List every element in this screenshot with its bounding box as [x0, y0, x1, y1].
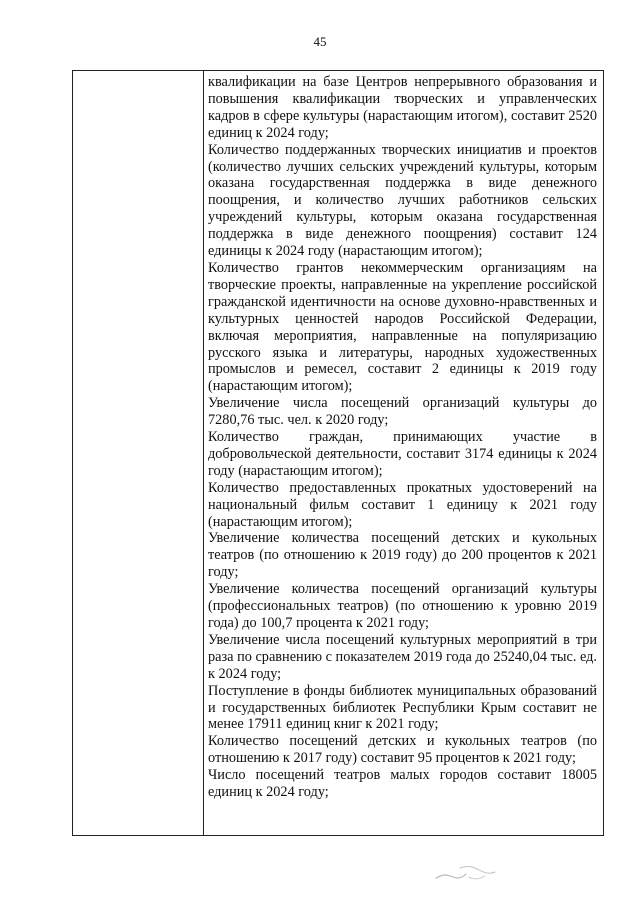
paragraph-12: Число посещений театров малых городов составит 18005 единиц к 2024 году; — [208, 767, 597, 801]
paragraph-10: Поступление в фонды библиотек муниципальных образований и государственных библиотек Республики Крым составит не менее 17911 единиц книг к 2021 году; — [208, 682, 597, 733]
paragraph-3: Количество грантов некоммерческим организациям на творческие проекты, направленные на укрепление российской гражданской идентичности на основе духовно-нравственных и культурных ценностей народов Российской Федерации, включая мероприятия, направленные на популяризацию русского языка и литературы, народных художественных промыслов и ремесел, составит 2 единицы к 2019 году (нарастающим итогом); — [208, 259, 597, 395]
page-number: 45 — [313, 34, 327, 49]
table-right-cell — [204, 71, 603, 835]
paragraph-11: Количество посещений детских и кукольных театров (по отношению к 2017 году) составит 95 процентов к 2021 году; — [208, 733, 597, 767]
paragraph-4: Увеличение числа посещений организаций культуры до 7280,76 тыс. чел. к 2020 году; — [208, 395, 597, 429]
paragraph-9: Увеличение числа посещений культурных мероприятий в три раза по сравнению с показателем 2019 года до 25240,04 тыс. ед. к 2024 году; — [208, 631, 597, 682]
document-table — [72, 70, 604, 836]
paragraph-6: Количество предоставленных прокатных удостоверений на национальный фильм составит 1 единицу к 2021 году (нарастающим итогом); — [208, 479, 597, 530]
paragraph-2: Количество поддержанных творческих инициатив и проектов (количество лучших сельских учреждений культуры, которым оказана государственная поддержка в виде денежного поощрения, и количество лучших работников сельских учреждений культуры, которым оказана государственная поддержка в виде денежного поощрения) составит 124 единицы к 2024 году (нарастающим итогом); — [208, 141, 597, 260]
paragraph-5: Количество граждан, принимающих участие в добровольческой деятельности, составит 3174 единицы к 2024 году (нарастающим итогом); — [208, 429, 597, 479]
paragraph-7: Увеличение количества посещений детских и кукольных театров (по отношению к 2019 году) до 200 процентов к 2021 году; — [208, 530, 597, 581]
paragraph-1: квалификации на базе Центров непрерывного образования и повышения квалификации творческих и управленческих кадров в сфере культуры (нарастающим итогом), составит 2520 единиц к 2024 году; — [208, 74, 597, 141]
scan-mark-icon — [432, 858, 502, 886]
table-left-cell — [73, 71, 204, 835]
paragraph-8: Увеличение количества посещений организаций культуры (профессиональных театров) (по отношению к уровню 2019 года) до 100,7 процента к 2021 году; — [208, 581, 597, 631]
